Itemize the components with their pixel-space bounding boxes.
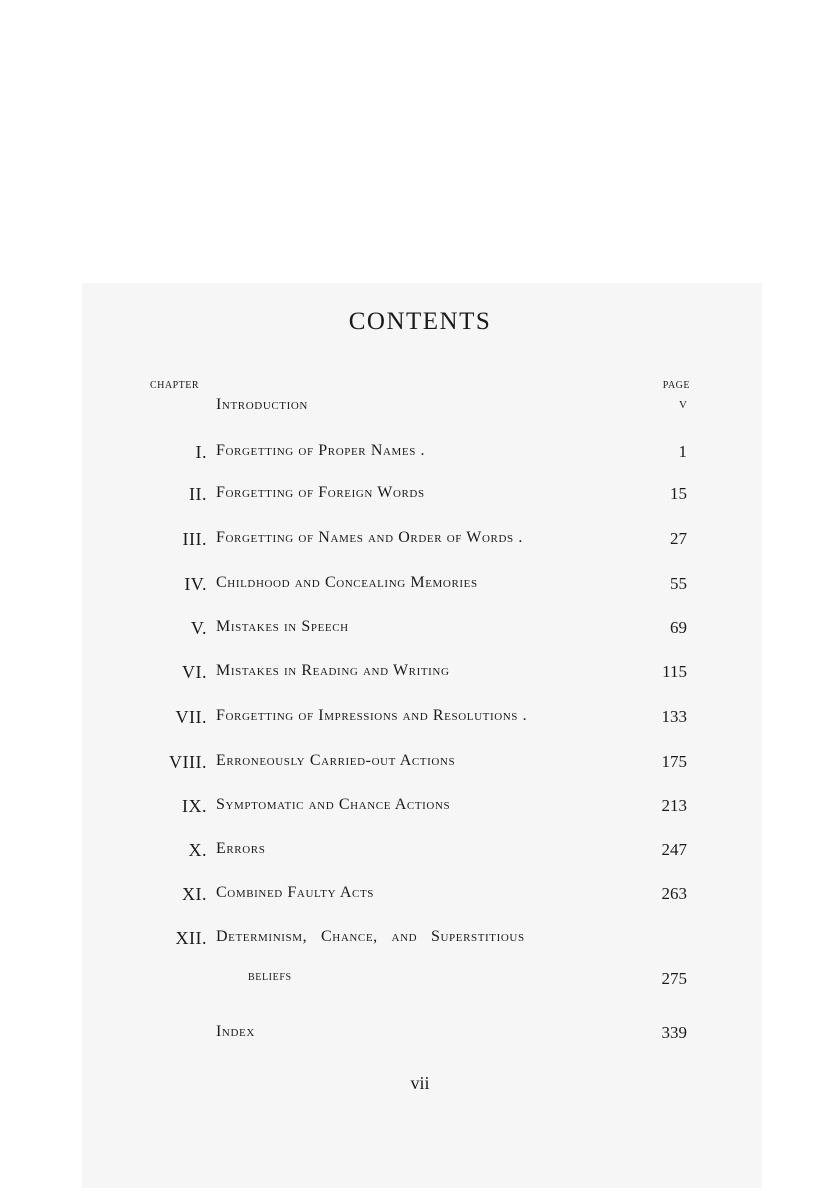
toc-entry [0,484,840,510]
page-number: 275 [661,969,687,988]
toc-entry [0,618,840,644]
chapter-number: IV. [184,574,207,594]
chapter-number: II. [189,484,207,504]
page-column-header: PAGE [662,380,690,391]
chapter-number: I. [195,442,207,462]
chapter-title: Symptomatic and Chance Actions [216,796,451,813]
chapter-title: Index [216,1023,255,1040]
toc-entry-index [0,1023,840,1049]
chapter-title: Forgetting of Impressions and Resolutions . [216,707,528,724]
chapter-title: Introduction [216,396,308,413]
page-number: 247 [661,840,687,859]
chapter-title: beliefs [248,969,292,984]
page-number: 175 [661,752,687,771]
chapter-title: Determinism, Chance, and Superstitious [216,928,525,945]
chapter-number: VII. [175,707,207,727]
toc-entry [0,752,840,778]
chapter-number: IX. [182,796,207,816]
chapter-number: XI. [182,884,207,904]
toc-entry [0,662,840,688]
chapter-title: Forgetting of Names and Order of Words . [216,529,523,546]
toc-entry [0,707,840,733]
chapter-title: Forgetting of Foreign Words [216,484,425,501]
toc-entry [0,884,840,910]
toc-entry [0,928,840,954]
chapter-title: Mistakes in Speech [216,618,349,635]
page-title: CONTENTS [348,308,492,335]
page-number: 339 [661,1023,687,1042]
chapter-title: Combined Faulty Acts [216,884,375,901]
page-number: 133 [661,707,687,726]
chapter-title: Mistakes in Reading and Writing [216,662,450,679]
chapter-number: XII. [175,928,207,948]
page-number: v [679,396,687,412]
chapter-title: Erroneously Carried-out Actions [216,752,456,769]
page-folio: vii [410,1073,430,1093]
toc-entry-continuation [0,969,840,995]
toc-entry-introduction [0,396,840,422]
page-number: 15 [670,484,687,503]
chapter-title: Errors [216,840,266,857]
toc-entry [0,574,840,600]
page-number: 1 [678,442,687,461]
chapter-number: III. [182,529,207,549]
chapter-title: Forgetting of Proper Names . [216,442,426,459]
toc-entry [0,796,840,822]
page-number: 213 [661,796,687,815]
page-number: 27 [670,529,687,548]
toc-entry [0,442,840,468]
toc-entry [0,840,840,866]
chapter-column-header: CHAPTER [150,380,200,391]
chapter-number: X. [188,840,207,860]
chapter-title: Childhood and Concealing Memories [216,574,478,591]
toc-entry [0,529,840,555]
page-number: 69 [670,618,687,637]
chapter-number: VIII. [169,752,207,772]
chapter-number: VI. [182,662,207,682]
page-number: 115 [662,662,687,681]
page-number: 55 [670,574,687,593]
chapter-number: V. [190,618,207,638]
page-number: 263 [661,884,687,903]
